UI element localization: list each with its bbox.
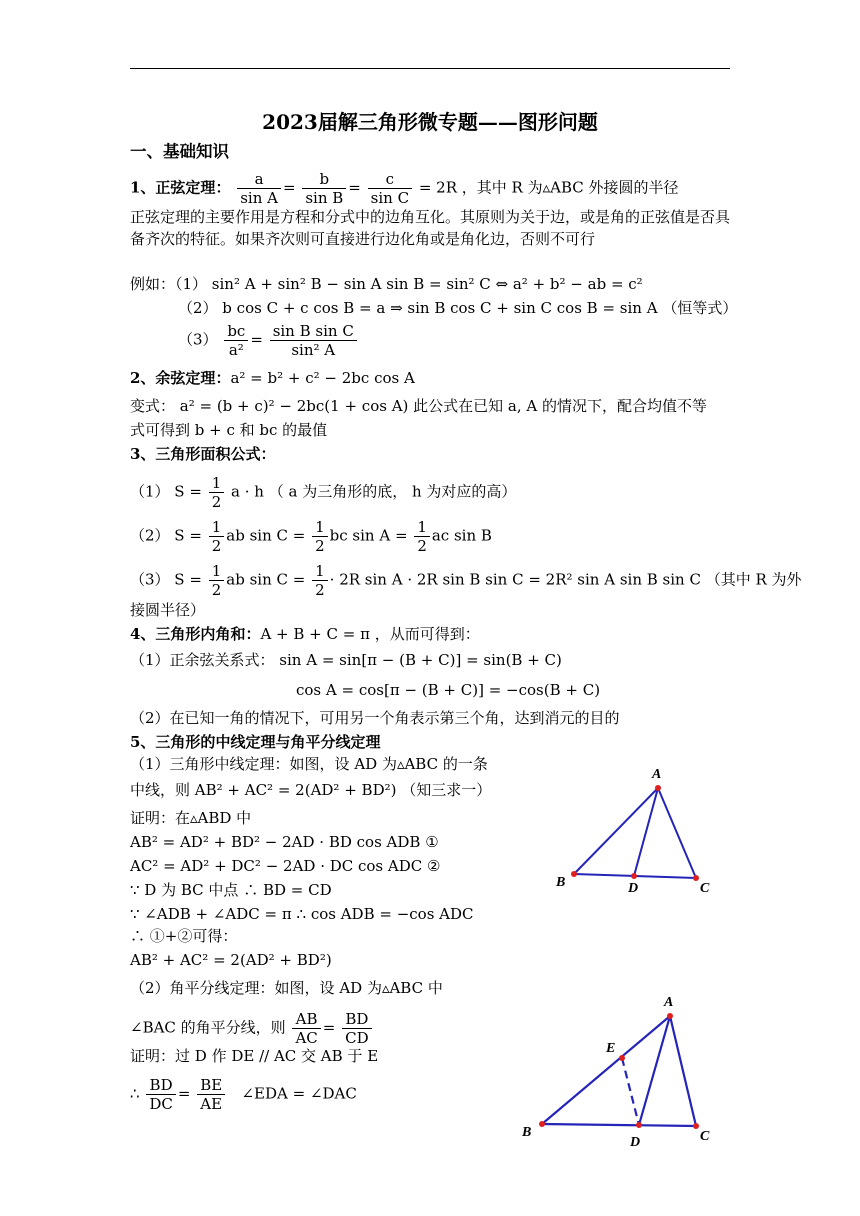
sine-theorem-line: 1、正弦定理： $\frac{a}{\text{sin A}}$ = $\frac{b}{\text{sin B}}$ = $\frac{c}{\text{sin C}}$ = 2R ，其中 R 为▵ABC 外接圆的半径 xyxy=(130,170,679,207)
label-D: D xyxy=(628,881,639,894)
example-2: （2） b cos C + c cos B = a ⇒ sin B cos C + sin C cos B = sin A （恒等式） xyxy=(178,299,738,317)
area-formula-1: （1） S = $\frac{1}{2}$ a · h （ a 为三角形的底， h 为对应的高） xyxy=(130,474,517,511)
sine-tail: = 2R ，其中 R 为▵ABC 外接圆的半径 xyxy=(418,178,679,197)
bisector-text-1: （2）角平分线定理：如图，设 AD 为▵ABC 中 xyxy=(130,979,443,997)
label-B: B xyxy=(522,1125,532,1140)
median-text-2: 中线，则 AB² + AC² = 2(AD² + BD²) （知三求一） xyxy=(130,781,492,799)
cosine-theorem-line: 2、余弦定理：a² = b² + c² − 2bc cos A xyxy=(130,369,415,387)
header-rule xyxy=(130,68,730,69)
median-proof-3: ∵ D 为 BC 中点 ∴ BD = CD xyxy=(130,881,332,899)
point-C xyxy=(693,875,699,881)
angle-sum-line: 4、三角形内角和：A + B + C = π ，从而可得到： xyxy=(130,625,480,643)
area-label: 3、三角形面积公式： xyxy=(130,445,276,463)
example-1: 例如：（1） sin² A + sin² B − sin A sin B = sin² C ⇔ a² + b² − ab = c² xyxy=(130,275,643,293)
area-formula-2: （2） S = $\frac{1}{2}$ ab sin C = $\frac{1}{2}$ bc sin A = $\frac{1}{2}$ ac sin B xyxy=(130,518,492,555)
median-proof-4: ∵ ∠ADB + ∠ADC = π ∴ cos ADB = −cos ADC xyxy=(130,905,474,923)
area-formula-3-tail: 接圆半径） xyxy=(130,601,206,619)
point-B xyxy=(571,871,577,877)
median-proof-0: 证明：在▵ABD 中 xyxy=(130,809,252,827)
label-A: A xyxy=(664,995,674,1010)
sine-label: 1、正弦定理： xyxy=(130,178,231,197)
bisector-proof-1: ∴ $\frac{BD}{DC}$ = $\frac{BE}{AE}$ ∠EDA = ∠DAC xyxy=(130,1076,357,1113)
example-3: （3） $\frac{bc}{\text{a²}}$ = $\frac{\text{sin B sin C}}{\text{sin² A}}$ xyxy=(178,322,359,359)
point-B xyxy=(539,1121,545,1127)
label-C: C xyxy=(700,881,710,894)
angle-relation-1: （1）正余弦关系式： sin A = sin[π − (B + C)] = sin(B + C) xyxy=(130,651,562,669)
label-B: B xyxy=(556,875,566,890)
bisector-figure xyxy=(518,990,728,1150)
median-proof-2: AC² = AD² + DC² − 2AD · DC cos ADC ② xyxy=(130,857,441,875)
frac-b: $\frac{b}{\text{sin B}}$ xyxy=(302,170,346,207)
section-heading: 一、基础知识 xyxy=(130,142,229,161)
median-proof-6: AB² + AC² = 2(AD² + BD²) xyxy=(130,951,332,969)
angle-relation-3: （2）在已知一角的情况下，可用另一个角表示第三个角，达到消元的目的 xyxy=(130,709,620,727)
point-E xyxy=(619,1055,625,1061)
frac-c: $\frac{c}{\text{sin C}}$ xyxy=(368,170,412,207)
point-A xyxy=(667,1013,673,1019)
label-A: A xyxy=(652,767,662,782)
point-D xyxy=(636,1122,642,1128)
bisector-proof-0: 证明：过 D 作 DE // AC 交 AB 于 E xyxy=(130,1047,379,1065)
label-D: D xyxy=(630,1135,641,1150)
area-formula-3: （3） S = $\frac{1}{2}$ ab sin C = $\frac{1}{2}$ · 2R sin A · 2R sin B sin C = 2R² sin A sin B sin C （其中 R 为外 xyxy=(130,562,802,599)
sine-description: 正弦定理的主要作用是方程和分式中的边角互化。其原则为关于边，或是角的正弦值是否具备齐次的特征。如果齐次则可直接进行边化角或是角化边，否则不可行 xyxy=(130,208,731,248)
point-C xyxy=(693,1123,699,1129)
median-proof-1: AB² = AD² + BD² − 2AD · BD cos ADB ① xyxy=(130,833,439,851)
angle-relation-2: cos A = cos[π − (B + C)] = −cos(B + C) xyxy=(296,681,601,699)
bisector-text-2: ∠BAC 的角平分线，则 $\frac{AB}{AC}$ = $\frac{BD}{CD}$ xyxy=(130,1010,374,1047)
cosine-variant-2: 式可得到 b + c 和 bc 的最值 xyxy=(130,421,328,439)
cosine-variant: 变式： a² = (b + c)² − 2bc(1 + cos A) 此公式在已知 a, A 的情况下，配合均值不等 xyxy=(130,397,708,415)
label-C: C xyxy=(700,1129,710,1144)
frac-a: $\frac{a}{\text{sin A}}$ xyxy=(237,170,281,207)
page-title: 2023届解三角形微专题——图形问题 xyxy=(262,110,598,134)
median-proof-5: ∴ ①+②可得： xyxy=(130,927,238,945)
label-E: E xyxy=(606,1041,616,1056)
median-figure xyxy=(550,764,720,894)
point-D xyxy=(631,873,637,879)
point-A xyxy=(655,785,661,791)
median-label: 5、三角形的中线定理与角平分线定理 xyxy=(130,733,381,751)
median-text-1: （1）三角形中线定理：如图，设 AD 为▵ABC 的一条 xyxy=(130,755,488,773)
